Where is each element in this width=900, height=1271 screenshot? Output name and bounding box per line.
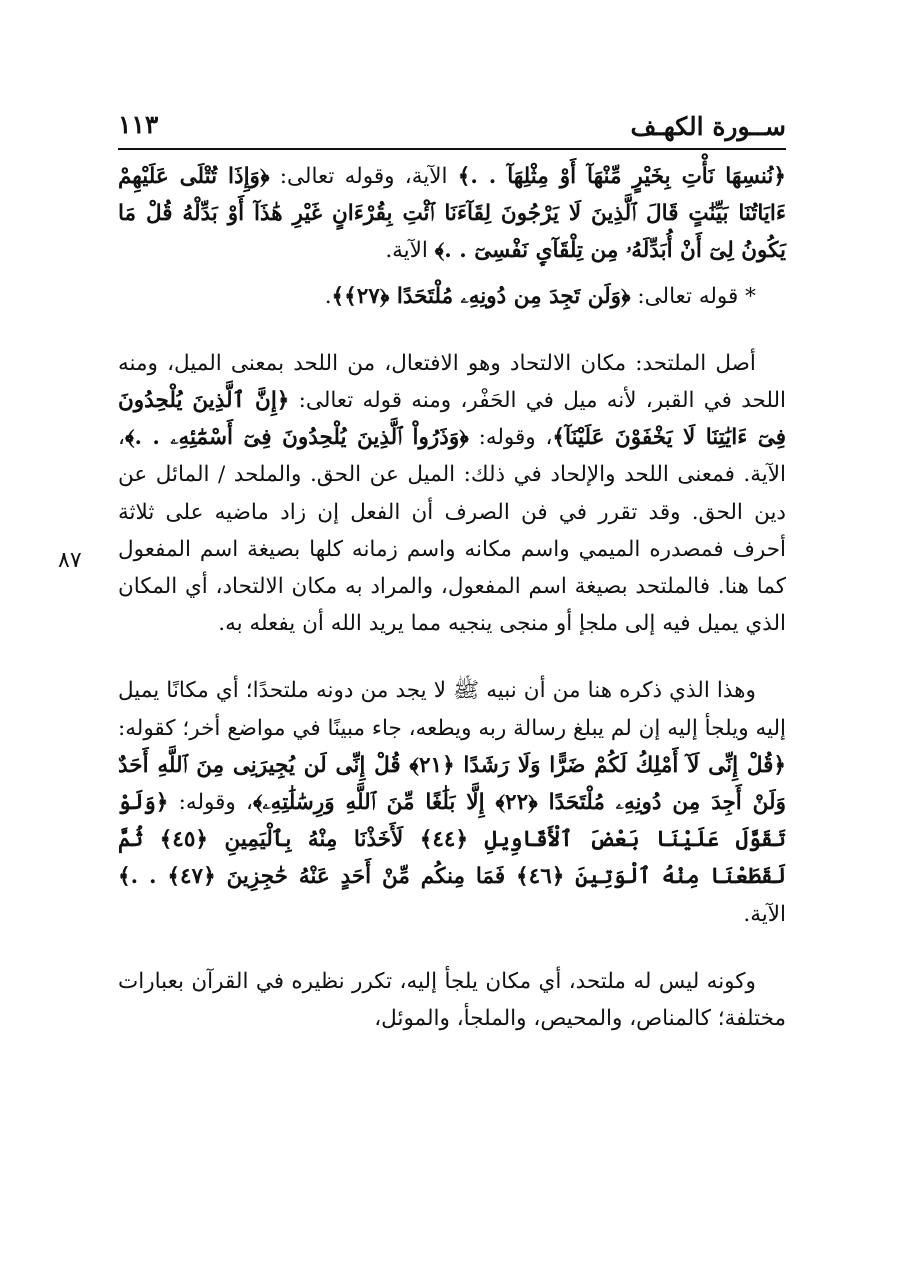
quran-verse: ﴿إِنَّ ٱلَّذِينَ يُلْحِدُونَ فِىٓ ءَايَٰتِنَا لَا يَخْفَوْنَ عَلَيْنَآ﴾ <box>118 388 786 451</box>
commentary-text: وهذا الذي ذكره هنا من أن نبيه ﷺ لا يجد من دونه ملتحدًا؛ أي مكانًا يميل إليه ويلجأ إليه إن لم يبلغ رسالة ربه ويطعه، جاء مبينًا في مواضع أخر؛ كقوله: <box>118 678 786 741</box>
quran-verse: ﴿نُنسِهَا نَأْتِ بِخَيْرٍ مِّنْهَآ أَوْ مِثْلِهَآ . .﴾ <box>457 164 786 189</box>
commentary-text: ، وقوله: <box>168 790 253 816</box>
quran-verse: ﴿وَلَوْ تَقَوَّلَ عَلَيْنَا بَعْضَ ٱلْأَقَاوِيلِ ﴿٤٤﴾ لَأَخَذْنَا مِنْهُ بِٱلْيَمِينِ ﴿٤٥﴾ ثُمَّ لَقَطَعْنَا مِنْهُ ٱلْوَتِينَ ﴿٤٦﴾ فَمَا مِنكُم مِّنْ أَحَدٍ عَنْهُ حَٰجِزِينَ ﴿٤٧﴾ . .﴾ <box>118 790 786 890</box>
paragraph-3 <box>118 345 786 643</box>
commentary-text: أصل الملتحد: مكان الالتحاد وهو الافتعال، من اللحد بمعنى الميل، ومنه اللحد في القبر، لأنه ميل في الحَفْر، ومنه قوله تعالى: <box>118 350 786 414</box>
quran-verse: ﴿وَذَرُواْ ٱلَّذِينَ يُلْحِدُونَ فِىٓ أَسْمَٰٓئِهِۦ . .﴾ <box>124 425 469 451</box>
commentary-text: . <box>324 283 332 309</box>
commentary-text: ، الآية. فمعنى اللحد والإلحاد في ذلك: الميل عن الحق. والملحد / المائل عن دين الحق. وقد تقرر في فن الصرف أن الفعل إن زاد ماضيه على ثلاثة أحرف فمصدره الميمي واسم مكانه واسم زمانه كلها بصيغة اسم المفعول كما هنا. فالملتحد بصيغة اسم المفعول، والمراد به مكان الالتحاد، أي المكان الذي يميل فيه إلى ملجإ أو منجى ينجيه مما يريد الله أن يفعله به. <box>118 425 786 637</box>
quran-verse: ﴿وَلَن تَجِدَ مِن دُونِهِۦ مُلْتَحَدًا ﴿٢٧﴾﴾ <box>331 283 631 309</box>
commentary-text: ، وقوله: <box>468 425 553 451</box>
quran-verse: ﴿قُلْ إِنِّى لَآ أَمْلِكُ لَكُمْ ضَرًّا وَلَا رَشَدًا ﴿٢١﴾ قُلْ إِنِّى لَن يُجِيرَنِى مِنَ ٱللَّهِ أَحَدٌ وَلَنْ أَجِدَ مِن دُونِهِۦ مُلْتَحَدًا ﴿٢٢﴾ إِلَّا بَلَٰغًا مِّنَ ٱللَّهِ وَرِسَٰلَٰتِهِۦ﴾ <box>118 752 786 816</box>
surah-title: ســورة الكهـف <box>630 112 786 141</box>
quran-verse: ﴿وَإِذَا تُتْلَى عَلَيْهِمْ ءَايَاتُنَا بَيِّنَٰتٍ قَالَ ٱلَّذِينَ لَا يَرْجُونَ لِقَآءَنَا ٱئْتِ بِقُرْءَانٍ غَيْرِ هَٰذَآ أَوْ بَدِّلْهُ قُلْ مَا يَكُونُ لِىٓ أَنْ أُبَدِّلَهُۥ مِن تِلْقَآىِٕ نَفْسِىٓ . .﴾ <box>118 164 786 264</box>
commentary-text: الآية، وقوله تعالى: <box>269 164 458 189</box>
page-header <box>118 108 786 150</box>
commentary-text: وكونه ليس له ملتحد، أي مكان يلجأ إليه، تكرر نظيره في القرآن بعبارات مختلفة؛ كالمناص، والمحيص، والملجأ، والموئل، <box>118 968 786 1032</box>
paragraph-5 <box>118 963 786 1037</box>
page-number: ١١٣ <box>118 110 159 139</box>
commentary-text: الآية. <box>743 901 786 927</box>
paragraph-1 <box>118 158 786 270</box>
margin-page-reference: ٨٧ <box>58 548 82 573</box>
commentary-text: * قوله تعالى: <box>630 283 756 309</box>
body-text <box>118 158 786 1037</box>
paragraph-4 <box>118 672 786 932</box>
commentary-text: الآية. <box>385 238 435 264</box>
paragraph-2 <box>118 278 786 315</box>
